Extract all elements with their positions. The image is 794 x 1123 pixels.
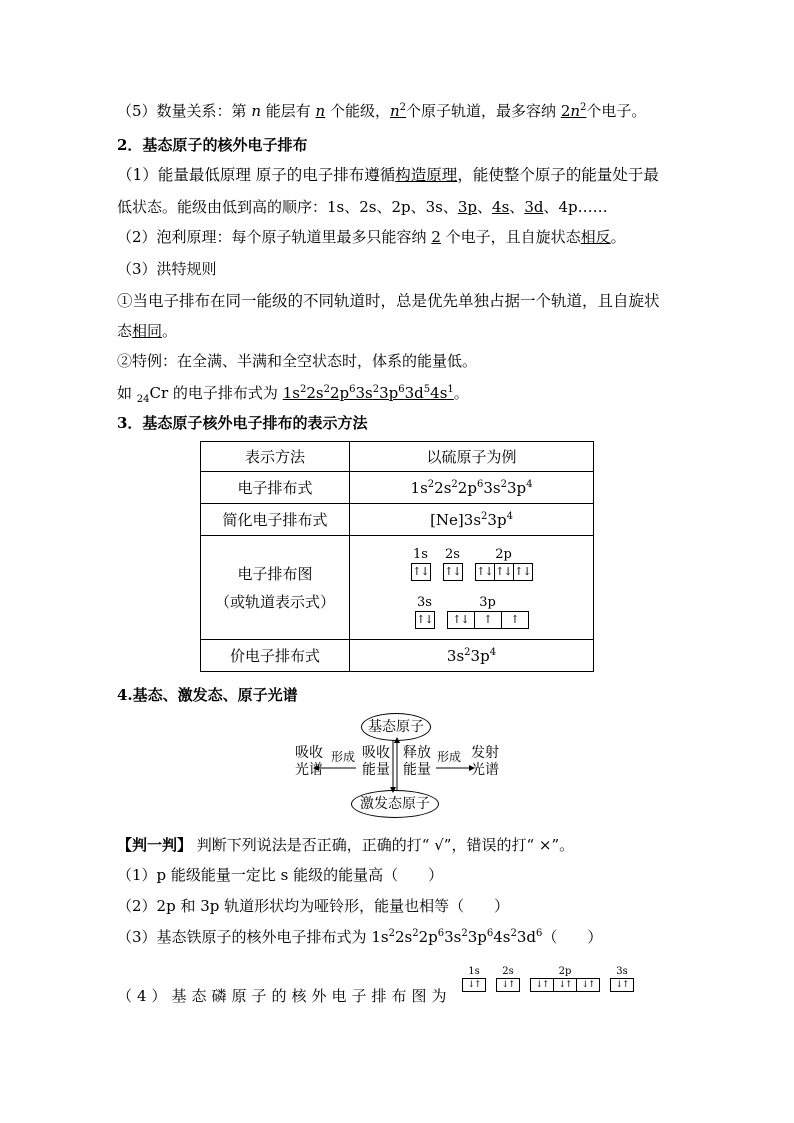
question-4: （4）基态磷原子的核外电子排布图为 [117,987,452,1005]
orbital-diagram-phosphorus: 1s ↓↑ 2s ↓↑ 2p ↓↑ ↓↑ ↓↑ 3s ↓↑ [462,966,634,992]
point-5: （5）数量关系：第 n 能层有 n 个能级，$n^2$个原子轨道，最多容纳 $2n^2$个电子。 [117,102,647,120]
hund-rule-1: ①当电子排布在同一能级的不同轨道时，总是优先单独占据一个轨道，且自旋状 [117,292,660,310]
table-cell: $[Ne]3s^23p^4$ [350,504,594,536]
table-row-label: 简化电子排布式 [201,504,350,536]
question-3: （3）基态铁原子的核外电子排布式为 $1s^22s^22p^63s^23p^64s^23d^6$（ ） [117,928,603,946]
section-2-heading: 2．基态原子的核外电子排布 [117,136,308,154]
hund-rule-2: ②特例：在全满、半满和全空状态时，体系的能量低。 [117,352,478,370]
principle-3: （3）洪特规则 [117,260,217,278]
principle-1: （1）能量最低原理 原子的电子排布遵循构造原理，能使整个原子的能量处于最 [117,166,659,184]
cr-example: 如 $_{24}$Cr 的电子排布式为 $1s^22s^22p^63s^23p^63d^54s^1$。 [117,384,469,405]
emission-spectrum-label: 发射 光谱 [471,745,499,778]
form-label-right: 形成 [437,750,462,764]
orbital-diagram-sulfur: 1s ↑↓ 2s ↑↓ 2p ↑↓ ↑↓ ↑↓ 3s ↑↓ 3p ↑↓ ↑ ↑ [350,536,594,640]
hund-rule-1-cont: 态相同。 [117,322,178,340]
absorb-spectrum-label: 吸收 光谱 [295,745,323,778]
question-1: （1）p 能级能量一定比 s 能级的能量高（ ） [117,866,444,884]
ground-state-oval: 基态原子 [361,713,431,741]
judge-instruction: 【判一判】 判断下列说法是否正确，正确的打“ √”，错误的打“ ×”。 [117,836,575,854]
section-3-heading: 3．基态原子核外电子排布的表示方法 [117,414,368,432]
question-2: （2）2p 和 3p 轨道形状均为哑铃形，能量也相等（ ） [117,897,510,915]
release-energy-label: 释放 能量 [403,745,431,778]
principle-1-cont: 低状态。能级由低到高的顺序：1s、2s、2p、3s、3p、4s、3d、4p…… [117,198,608,216]
table-cell: $3s^23p^4$ [350,640,594,672]
table-cell: $1s^22s^22p^63s^23p^4$ [350,472,594,504]
section-4-heading: 4.基态、激发态、原子光谱 [117,686,298,704]
principle-2: （2）泡利原理：每个原子轨道里最多只能容纳 2 个电子，且自旋状态相反。 [117,228,626,246]
excited-state-oval: 激发态原子 [351,790,439,818]
table-row-label: 电子排布式 [201,472,350,504]
table-header-method: 表示方法 [201,442,350,472]
form-label-left: 形成 [331,750,356,764]
table-row-label: 电子排布图 （或轨道表示式） [201,536,350,640]
representation-table [200,441,594,672]
absorb-energy-label: 吸收 能量 [362,745,390,778]
table-row-label: 价电子排布式 [201,640,350,672]
table-header-example: 以硫原子为例 [350,442,594,472]
